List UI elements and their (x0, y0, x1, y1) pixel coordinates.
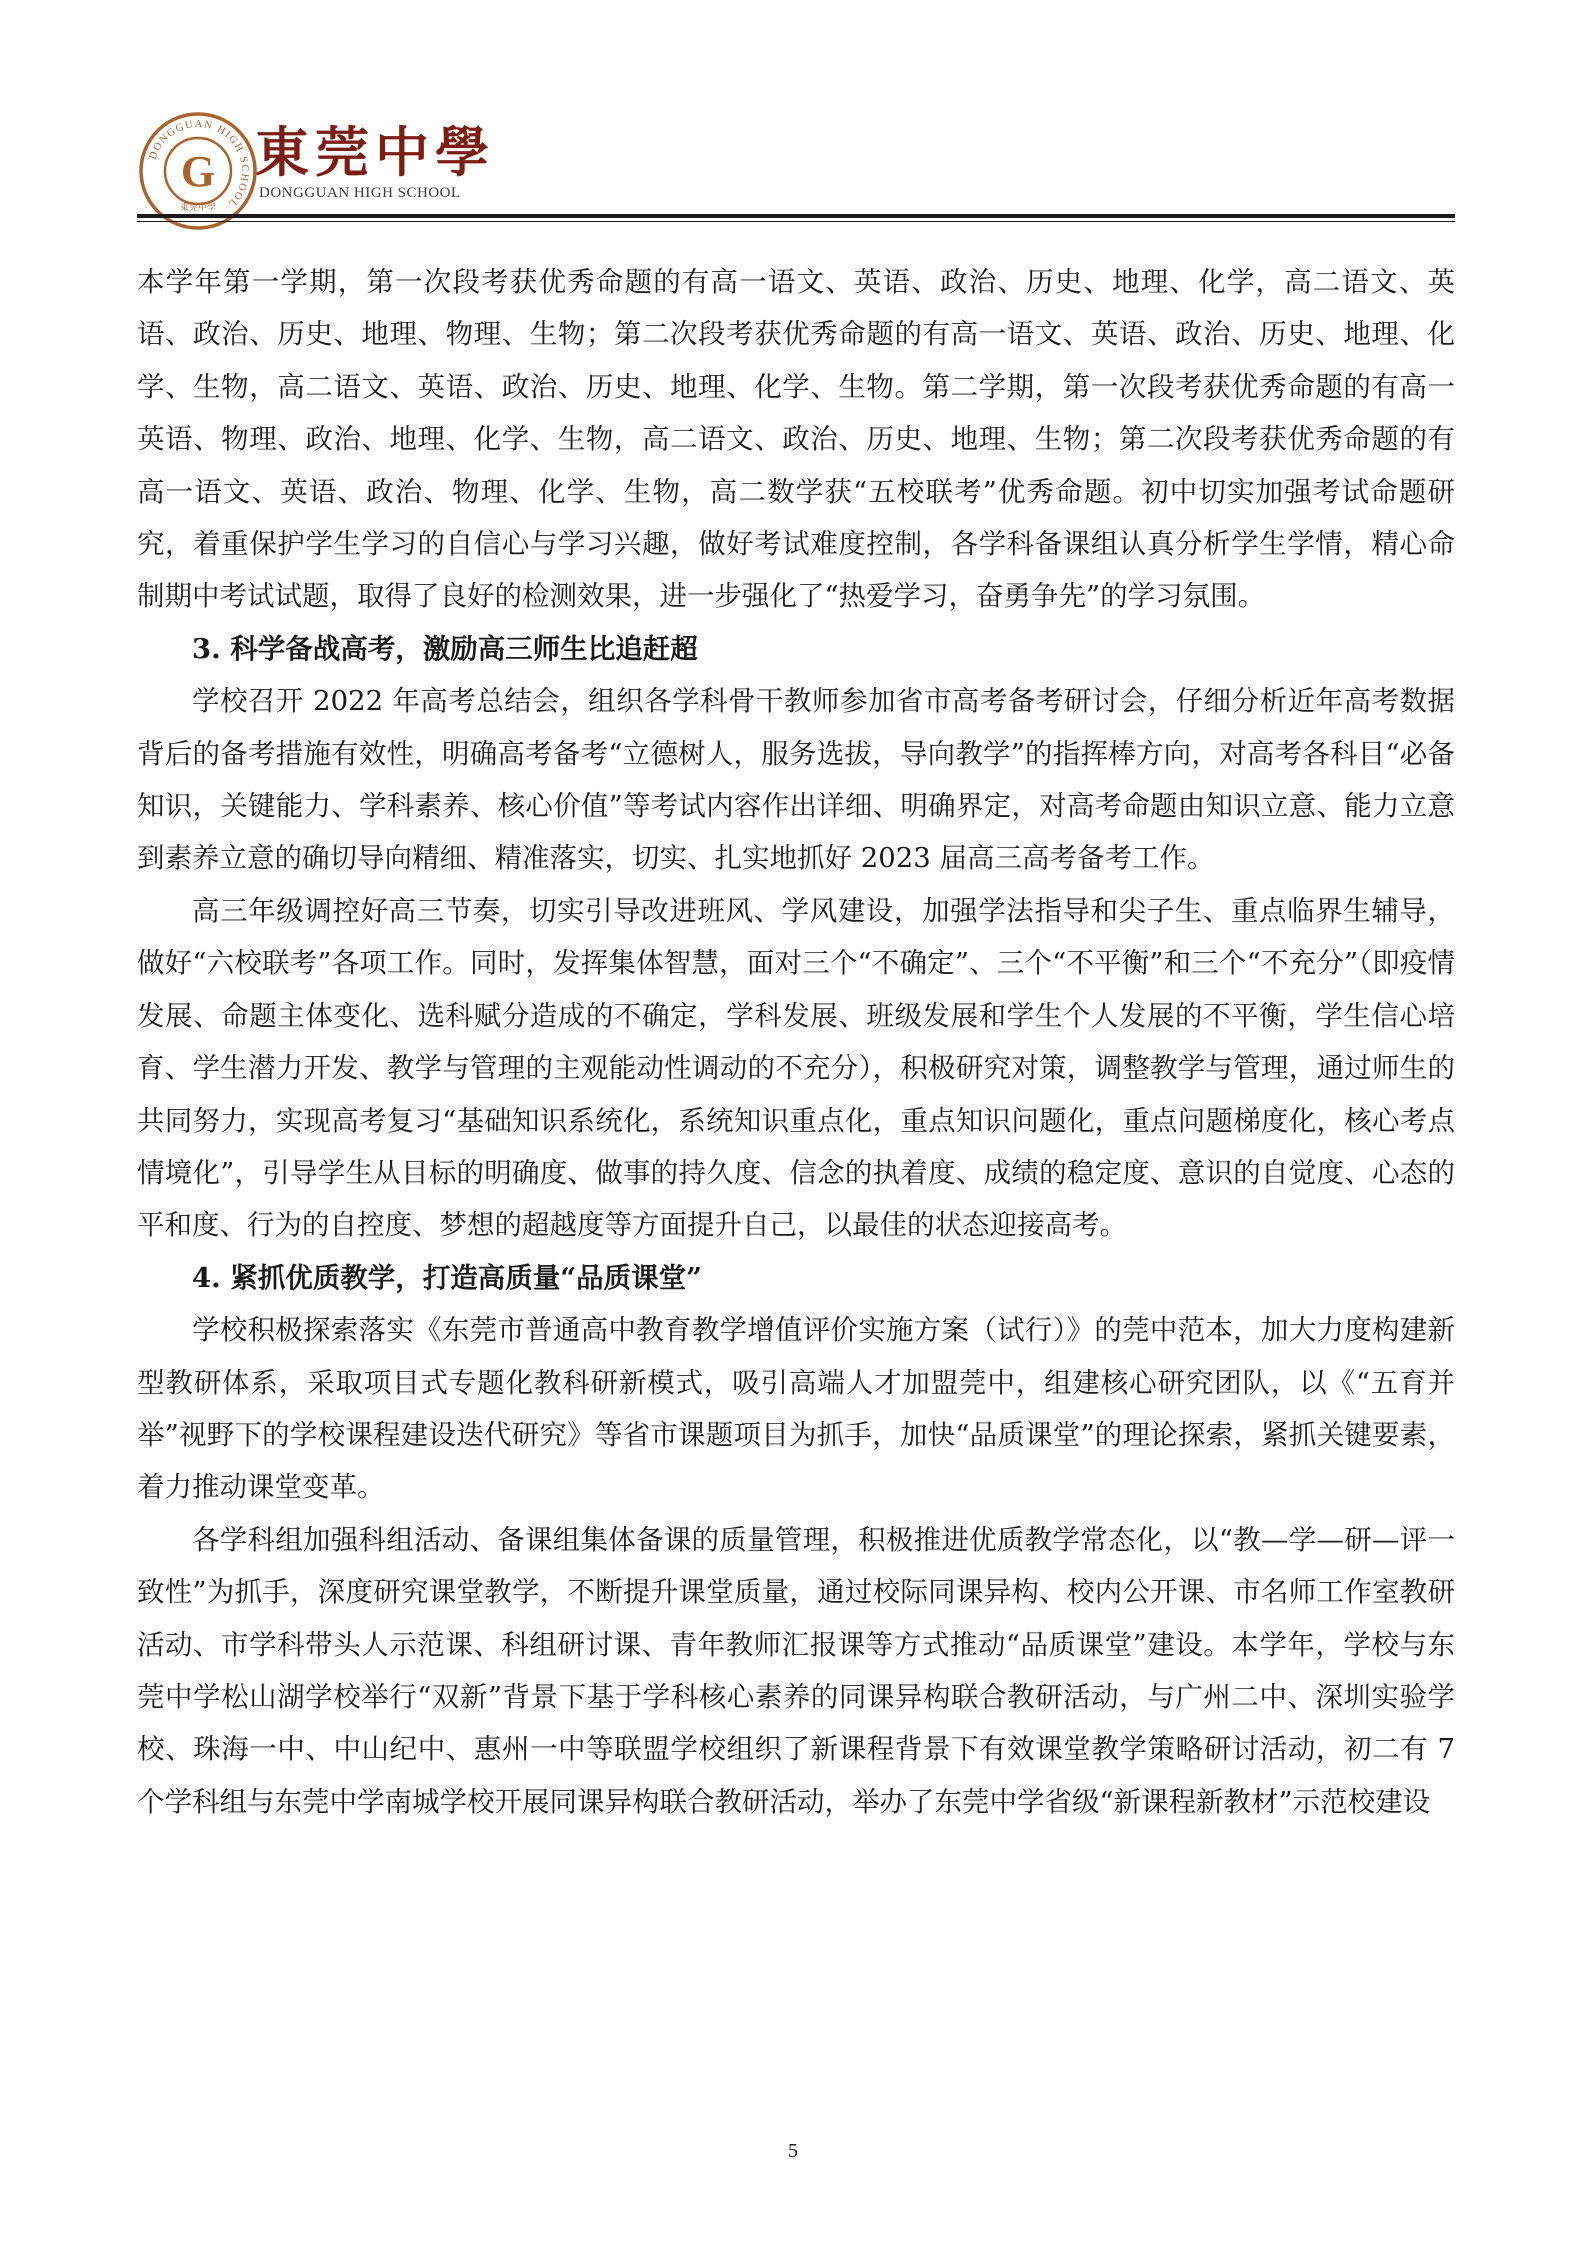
document-body (137, 256, 1455, 1828)
section-heading-4: 4. 紧抓优质教学，打造高质量“品质课堂” (192, 1261, 702, 1294)
seal-bottom-text: 東莞中學 (179, 203, 217, 213)
paragraph-subject-groups: 各学科组加强科组活动、备课组集体备课的质量管理，积极推进优质教学常态化，以“教—学—研—评一致性”为抓手，深度研究课堂教学，不断提升课堂质量，通过校际同课异构、校内公开课、市名师工作室教研活动、市学科带头人示范课、科组研讨课、青年教师汇报课等方式推动“品质课堂”建设。本学年，学校与东莞中学松山湖学校举行“双新”背景下基于学科核心素养的同课异构联合教研活动，与广州二中、深圳实验学校、珠海一中、中山纪中、惠州一中等联盟学校组织了新课程背景下有效课堂教学策略研讨活动，初二有 7 个学科组与东莞中学南城学校开展同课异构联合教研活动，举办了东莞中学省级“新课程新教材”示范校建设 (137, 1523, 1455, 1818)
seal-ring-text: DONGGUAN HIGH SCHOOL (147, 118, 251, 210)
paragraph-teaching-exploration: 学校积极探索落实《东莞市普通高中教育教学增值评价实施方案（试行）》的莞中范本，加大力度构建新型教研体系，采取项目式专题化教科研新模式，吸引高端人才加盟莞中，组建核心研究团队，以《“五育并举”视野下的学校课程建设迭代研究》等省市课题项目为抓手，加快“品质课堂”的理论探索，紧抓关键要素，着力推动课堂变革。 (137, 1314, 1455, 1504)
paragraph-gaokao-meeting: 学校召开 2022 年高考总结会，组织各学科骨干教师参加省市高考备考研讨会，仔细分析近年高考数据背后的备考措施有效性，明确高考备考“立德树人，服务选拔，导向教学”的指挥棒方向，对高考各科目“必备知识，关键能力、学科素养、核心价值”等考试内容作出详细、明确界定，对高考命题由知识立意、能力立意到素养立意的确切导向精细、精准落实，切实、扎实地抓好 2023 届高三高考备考工作。 (137, 685, 1455, 875)
paragraph-senior-grade: 高三年级调控好高三节奏，切实引导改进班风、学风建设，加强学法指导和尖子生、重点临界生辅导，做好“六校联考”各项工作。同时，发挥集体智慧，面对三个“不确定”、三个“不平衡”和三个“不充分”（即疫情发展、命题主体变化、选科赋分造成的不确定，学科发展、班级发展和学生个人发展的不平衡，学生信心培育、学生潜力开发、教学与管理的主观能动性调动的不充分），积极研究对策，调整教学与管理，通过师生的共同努力，实现高考复习“基础知识系统化，系统知识重点化，重点知识问题化，重点问题梯度化，核心考点情境化”，引导学生从目标的明确度、做事的持久度、信念的执着度、成绩的稳定度、意识的自觉度、心态的平和度、行为的自控度、梦想的超越度等方面提升自己，以最佳的状态迎接高考。 (137, 894, 1455, 1242)
header-rule-thin (137, 221, 1455, 222)
logo-chinese-name: 東莞中學 (255, 120, 495, 184)
page-header (137, 110, 1455, 226)
header-rule-thick (137, 214, 1455, 218)
paragraph-exam-results: 本学年第一学期，第一次段考获优秀命题的有高一语文、英语、政治、历史、地理、化学，高二语文、英语、政治、历史、地理、物理、生物；第二次段考获优秀命题的有高一语文、英语、政治、历史、地理、化学、生物，高二语文、英语、政治、历史、地理、化学、生物。第二学期，第一次段考获优秀命题的有高一英语、物理、政治、地理、化学、生物，高二语文、政治、历史、地理、生物；第二次段考获优秀命题的有高一语文、英语、政治、物理、化学、生物，高二数学获“五校联考”优秀命题。初中切实加强考试命题研究，着重保护学生学习的自信心与学习兴趣，做好考试难度控制，各学科备课组认真分析学生学情，精心命制期中考试试题，取得了良好的检测效果，进一步强化了“热爱学习，奋勇争先”的学习氛围。 (137, 266, 1455, 613)
section-heading-3: 3. 科学备战高考，激励高三师生比追赶超 (192, 632, 698, 665)
page-number: 5 (788, 2140, 798, 2162)
brand-block (255, 120, 495, 202)
logo-english-name: DONGGUAN HIGH SCHOOL (259, 185, 461, 201)
seal-center-letter: G (180, 147, 216, 196)
